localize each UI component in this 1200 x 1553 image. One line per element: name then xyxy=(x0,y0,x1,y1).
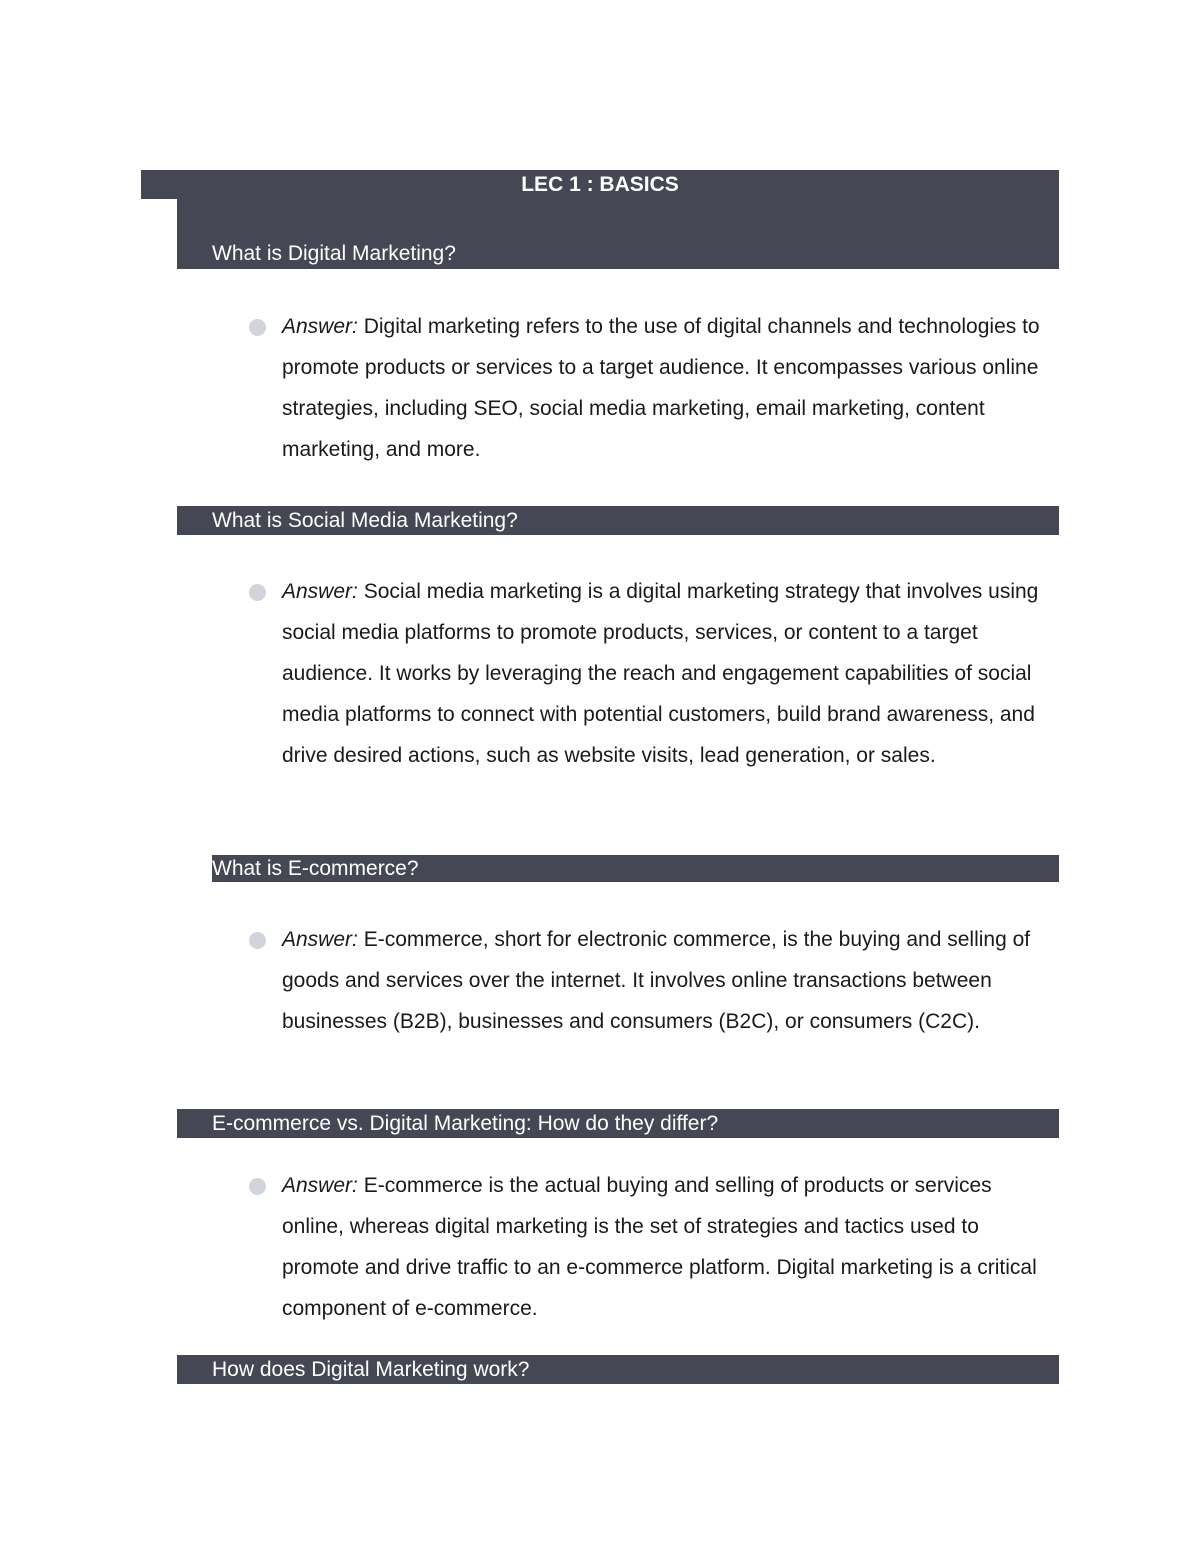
answer-label: Answer: xyxy=(282,315,358,338)
bullet-icon xyxy=(249,1178,266,1195)
bullet-icon xyxy=(249,319,266,336)
answer-label: Answer: xyxy=(282,1174,358,1197)
question-heading-5: How does Digital Marketing work? xyxy=(177,1355,1059,1384)
answer-text: E-commerce is the actual buying and selling of products or services online, whereas digital marketing is the set of strategies and tactics used to promote and drive traffic to an e-commerce platform. Digital marketing is a critical component of e-commerce. xyxy=(282,1174,1037,1320)
document-title-bar xyxy=(141,170,1059,199)
answer-text: Social media marketing is a digital marketing strategy that involves using social media platforms to promote products, services, or content to a target audience. It works by leveraging the reach and engagement capabilities of social media platforms to connect with potential customers, build brand awareness, and drive desired actions, such as website visits, lead generation, or sales. xyxy=(282,580,1039,767)
answer-paragraph-2 xyxy=(282,571,1042,776)
answer-label: Answer: xyxy=(282,580,358,603)
document-title: LEC 1 : BASICS xyxy=(521,173,679,196)
answer-paragraph-3 xyxy=(282,919,1042,1042)
answer-paragraph-4 xyxy=(282,1165,1042,1329)
question-heading-2: What is Social Media Marketing? xyxy=(177,506,1059,535)
answer-text: Digital marketing refers to the use of digital channels and technologies to promote products or services to a target audience. It encompasses various online strategies, including SEO, social media marketing, email marketing, content marketing, and more. xyxy=(282,315,1040,461)
answer-text: E-commerce, short for electronic commerce, is the buying and selling of goods and services over the internet. It involves online transactions between businesses (B2B), businesses and consumers (B2C), or consumers (C2C). xyxy=(282,928,1031,1033)
question-heading-1: What is Digital Marketing? xyxy=(177,199,1059,269)
question-heading-3: What is E-commerce? xyxy=(212,855,1059,882)
question-heading-4: E-commerce vs. Digital Marketing: How do they differ? xyxy=(177,1109,1059,1138)
answer-paragraph-1 xyxy=(282,306,1042,470)
answer-label: Answer: xyxy=(282,928,358,951)
bullet-icon xyxy=(249,584,266,601)
bullet-icon xyxy=(249,932,266,949)
